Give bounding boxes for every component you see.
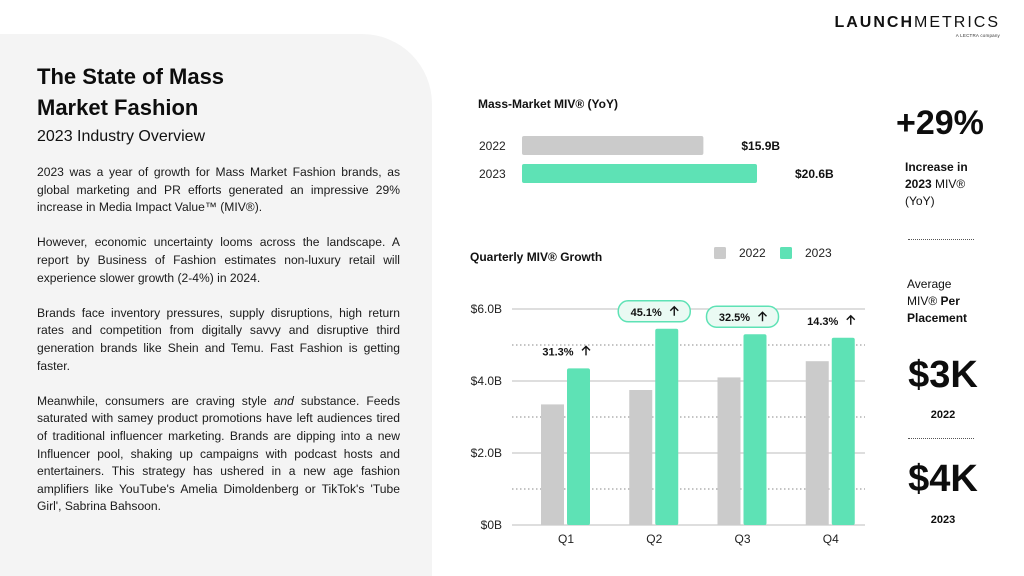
legend-swatch-2023 — [780, 247, 792, 259]
paragraph-4-end: substance. Feeds saturated with samey product promotions have left audiences tired of traditional influencer marketing. Brands are dipping into a new Influencer pool, shaking up campaigns with podcast hosts and entertainers. This strategy has ushered in a new age fashion amplifiers like YouTube's Amelia Dimoldenberg or TikTok's 'Tube Girl', Sabrina Bahsoon. — [37, 393, 400, 514]
yoy-chart-title: Mass-Market MIV® (YoY) — [478, 97, 618, 111]
launchmetrics-logo — [834, 14, 1000, 38]
growth-label-Q3: 32.5% — [718, 312, 751, 325]
bar-2022-Q4 — [806, 361, 829, 525]
increase-label-yoy: (YoY) — [905, 194, 935, 208]
increase-label-line-1: Increase in — [905, 160, 968, 174]
yoy-category-label: 2022 — [479, 139, 506, 153]
title-line-1: The State of Mass — [37, 64, 225, 89]
yoy-category-label: 2023 — [479, 167, 506, 181]
separator-2 — [908, 438, 974, 439]
yoy-bar-2022 — [522, 136, 703, 155]
avg-value-2022: $3K — [908, 354, 978, 396]
paragraph-3: Brands face inventory pressures, supply disruptions, high return rates and competition from digitally savvy and disruptive third generation brands like Shein and Temu. Fast Fashion is getting faster. — [37, 305, 400, 373]
bar-2022-Q3 — [718, 377, 741, 525]
paragraph-1: 2023 was a year of growth for Mass Market Fashion brands, as global marketing and PR efforts generated an impressive 29% increase in Media Impact Value™ (MIV®). — [37, 165, 400, 215]
increase-label-miv: MIV® — [931, 177, 966, 191]
increase-label — [905, 159, 968, 210]
bar-2023-Q2 — [655, 329, 678, 525]
growth-label-Q1: 31.3% — [542, 346, 574, 359]
legend-label-2022: 2022 — [739, 246, 766, 260]
x-tick-label: Q2 — [646, 532, 663, 546]
x-tick-label: Q1 — [557, 532, 575, 546]
yoy-bar-chart — [470, 128, 850, 198]
title-line-2: Market Fashion — [37, 95, 199, 120]
average-label-line-1: Average — [907, 277, 952, 291]
paragraph-2: However, economic uncertainty looms across the landscape. A report by Business of Fashion estimates non-luxury retail will experience slower growth (2-4%) in 2024. — [37, 235, 400, 285]
yoy-bar-2023 — [522, 164, 757, 183]
average-label-placement: Placement — [907, 311, 968, 325]
average-label-per: Per — [937, 294, 960, 308]
y-tick-label: $0B — [480, 518, 502, 532]
logo-bold: LAUNCH — [834, 14, 914, 31]
y-tick-label: $2.0B — [470, 446, 502, 460]
x-tick-label: Q3 — [734, 532, 751, 546]
bar-2023-Q1 — [567, 368, 590, 525]
logo-tagline: A LECTRA company — [955, 33, 1000, 38]
bar-2023-Q3 — [744, 334, 767, 525]
arrow-up-icon — [847, 316, 855, 325]
yoy-value-label: $20.6B — [795, 167, 834, 181]
page-subtitle: 2023 Industry Overview — [37, 128, 206, 145]
increase-label-year: 2023 — [905, 177, 932, 191]
average-label — [907, 276, 967, 327]
paragraph-4-emphasis: and — [273, 393, 294, 408]
bar-2022-Q2 — [629, 390, 652, 525]
bar-2022-Q1 — [541, 404, 564, 525]
avg-year-2022: 2022 — [930, 409, 956, 421]
separator-1 — [908, 239, 974, 240]
paragraph-4 — [37, 393, 400, 516]
arrow-up-icon — [582, 346, 590, 355]
yoy-value-label: $15.9B — [741, 139, 781, 153]
quarterly-bar-chart — [452, 238, 872, 548]
body-text — [37, 164, 400, 533]
growth-label-Q4: 14.3% — [807, 315, 839, 328]
avg-value-2023: $4K — [908, 458, 978, 500]
legend-swatch-2022 — [714, 247, 726, 259]
x-tick-label: Q4 — [822, 532, 839, 546]
avg-year-2023: 2023 — [930, 514, 956, 526]
logo-light: METRICS — [914, 14, 1000, 31]
y-tick-label: $6.0B — [470, 302, 502, 316]
page-title — [37, 61, 417, 123]
y-tick-label: $4.0B — [470, 374, 502, 388]
growth-label-Q2: 45.1% — [630, 306, 662, 319]
legend-label-2023: 2023 — [805, 246, 832, 260]
increase-value: +29% — [896, 104, 984, 142]
average-label-miv: MIV® — [907, 294, 938, 308]
quarterly-chart-title: Quarterly MIV® Growth — [470, 250, 603, 264]
paragraph-4-start: Meanwhile, consumers are craving style — [37, 393, 274, 408]
bar-2023-Q4 — [832, 338, 855, 525]
